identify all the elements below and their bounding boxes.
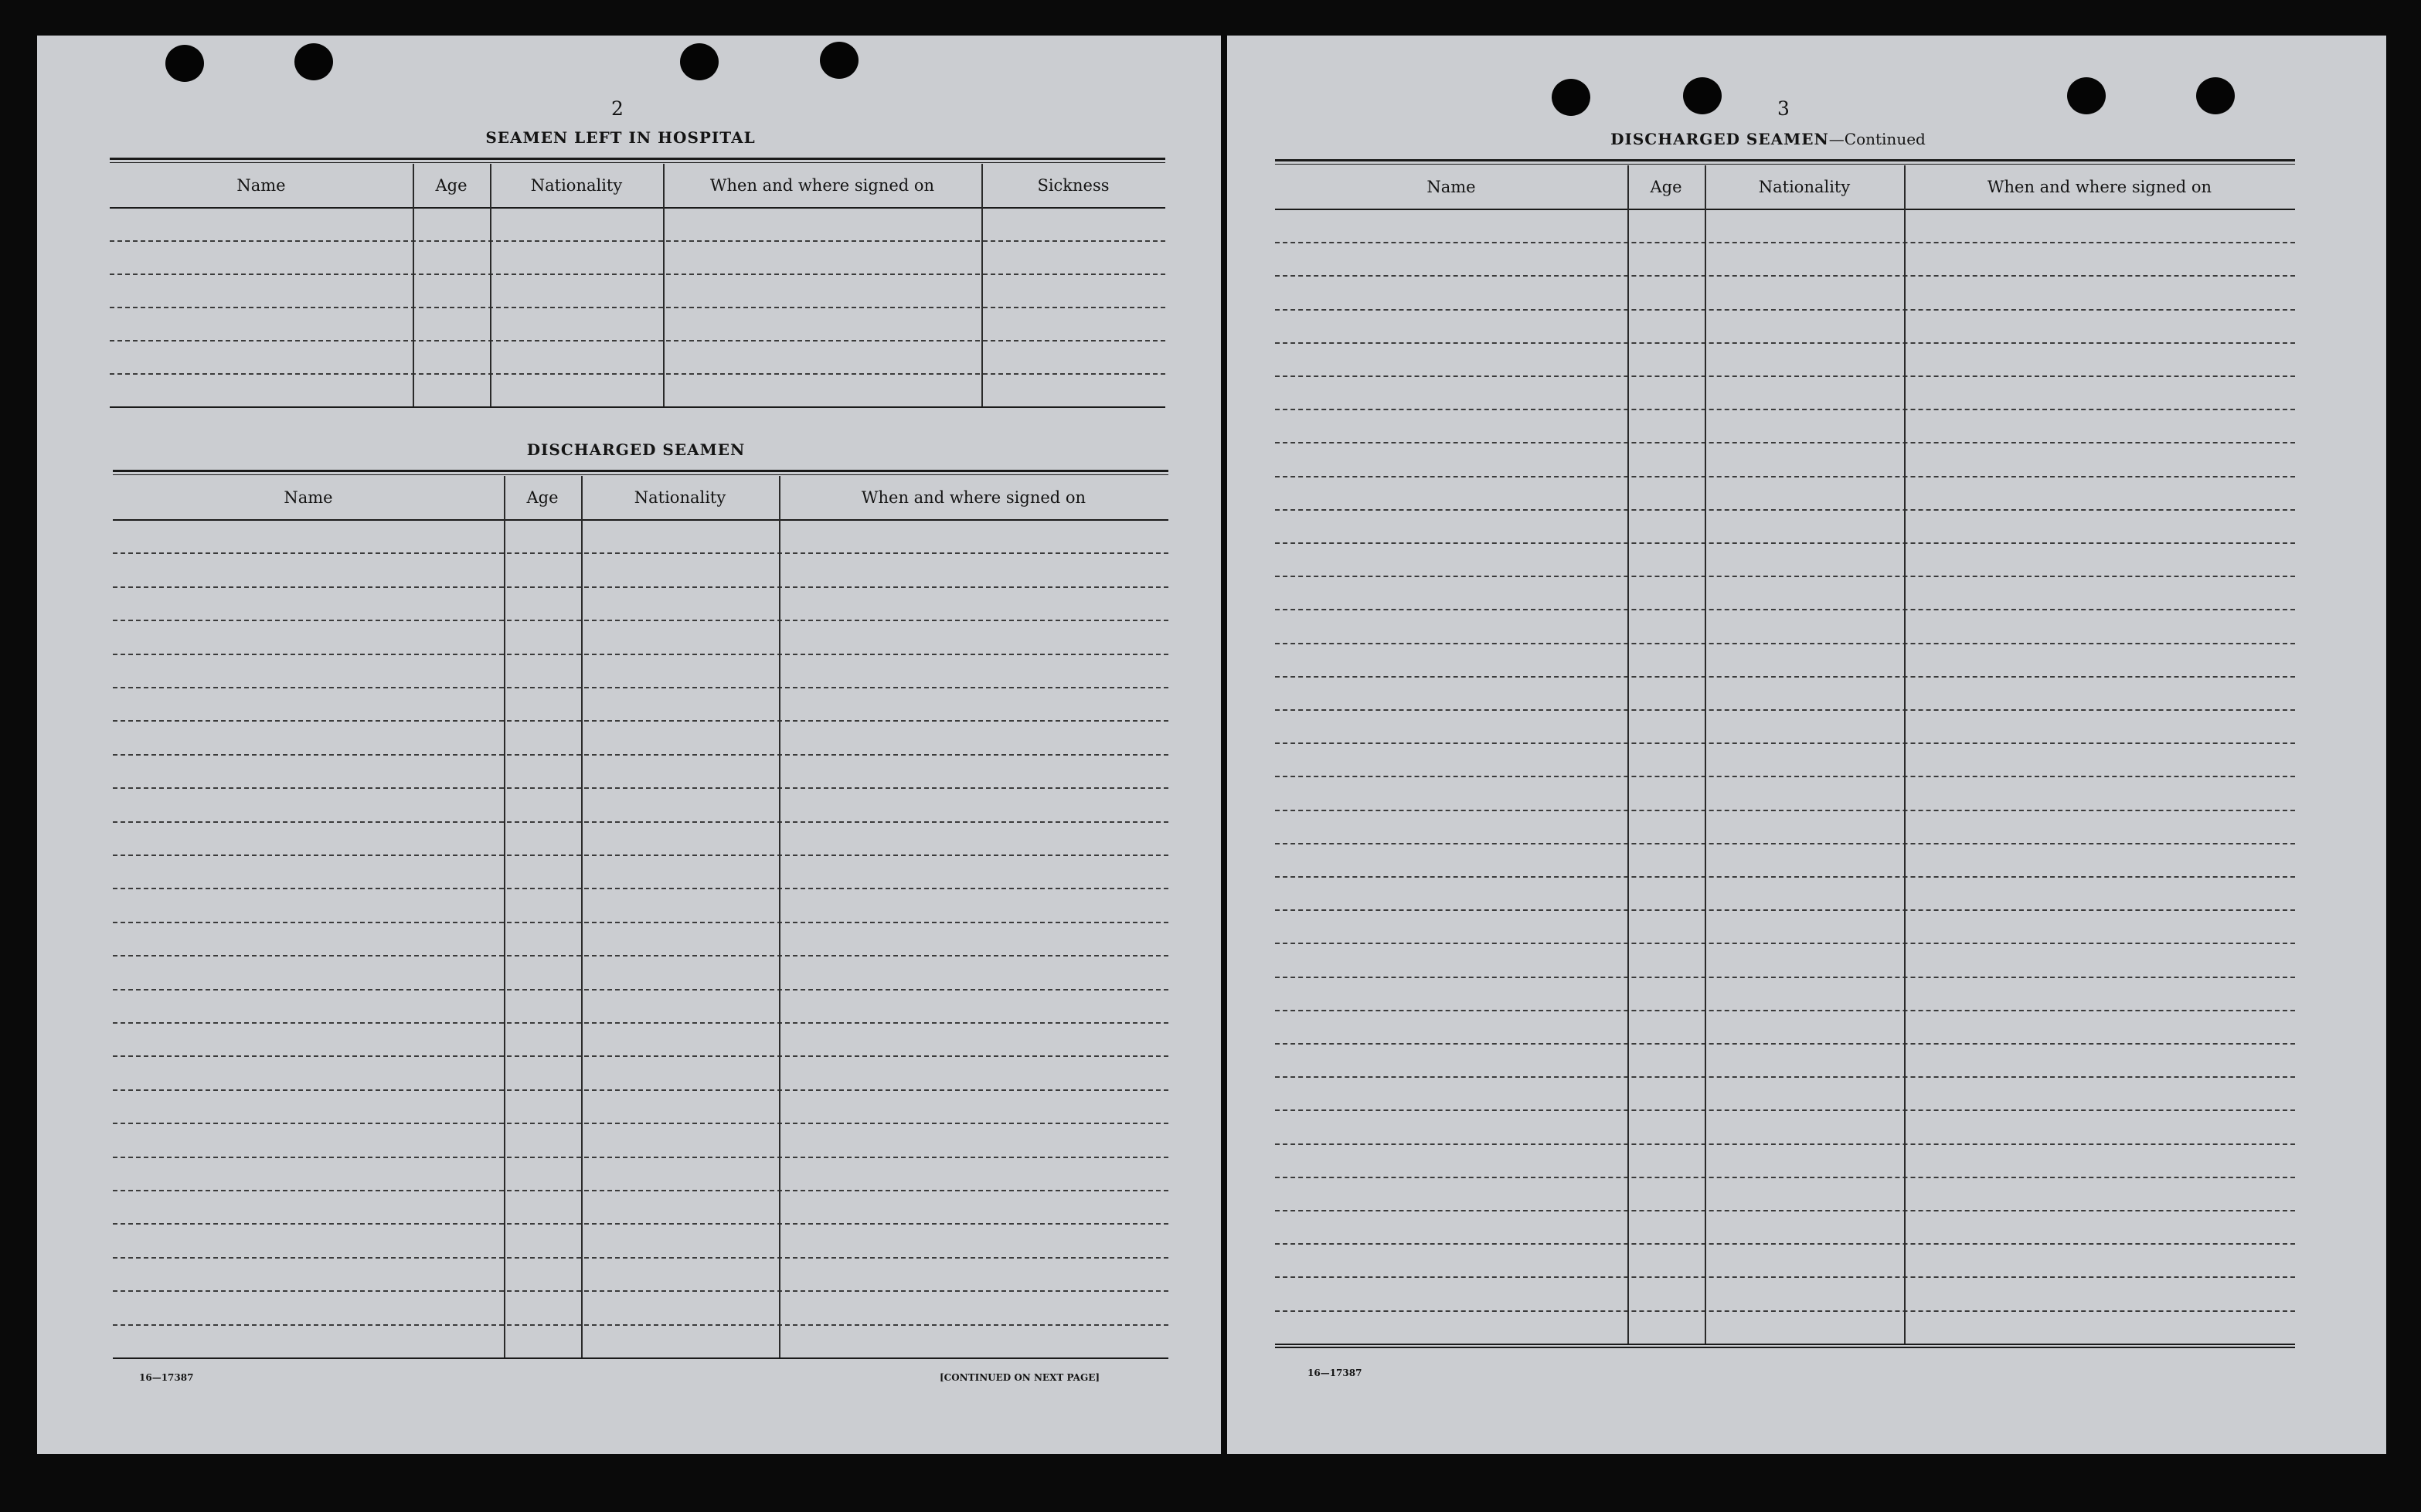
table-row [1275, 1043, 2295, 1045]
table-top-rule [113, 470, 1168, 475]
column-divider [663, 164, 665, 406]
form-number: 16—17387 [1307, 1368, 1362, 1378]
table-row [110, 373, 1165, 375]
table-row [113, 922, 1168, 923]
table-row [1275, 943, 2295, 944]
table-row [113, 855, 1168, 856]
left-page [37, 36, 1221, 1454]
table-row [1275, 242, 2295, 243]
page-number: 2 [611, 97, 624, 120]
header-row [1275, 165, 2295, 210]
column-header: Age [1650, 178, 1682, 196]
table-row [113, 552, 1168, 554]
form-number: 16—17387 [139, 1372, 194, 1383]
column-header: Name [236, 176, 286, 195]
discharged-table [113, 470, 1168, 1405]
table-row [113, 989, 1168, 990]
table-row [1275, 1010, 2295, 1011]
table-row [1275, 1243, 2295, 1245]
table-row [113, 720, 1168, 722]
table-row [1275, 876, 2295, 878]
punch-hole [820, 42, 859, 79]
table-row [1275, 776, 2295, 777]
table-row [1275, 1177, 2295, 1178]
header-row [113, 476, 1168, 521]
table-row [113, 1190, 1168, 1191]
table-row [1275, 977, 2295, 978]
table-row [110, 340, 1165, 341]
column-divider [413, 164, 414, 406]
column-header: Age [435, 176, 468, 195]
column-divider [1904, 165, 1906, 1344]
punch-hole [165, 45, 204, 82]
header-row [110, 164, 1165, 209]
table-row [113, 1022, 1168, 1024]
table-row [113, 1223, 1168, 1225]
table-row [113, 687, 1168, 688]
table-row [113, 1089, 1168, 1091]
table-row [1275, 1210, 2295, 1211]
table-row [1275, 709, 2295, 711]
discharged-continued-table [1275, 159, 2295, 1403]
table-row [113, 955, 1168, 956]
column-header: Nationality [530, 176, 623, 195]
table-row [1275, 676, 2295, 678]
table-row [1275, 643, 2295, 644]
punch-hole [680, 43, 719, 80]
table-bottom-rule [113, 1357, 1168, 1359]
column-header: Nationality [1758, 178, 1851, 196]
table-row [1275, 810, 2295, 811]
table-row [1275, 1076, 2295, 1078]
table-row [113, 888, 1168, 889]
punch-hole [2067, 77, 2106, 114]
discharged-section-title: DISCHARGED SEAMEN [526, 440, 746, 459]
table-row [1275, 909, 2295, 911]
continued-note: [CONTINUED ON NEXT PAGE] [940, 1372, 1100, 1383]
page-number: 3 [1777, 97, 1790, 120]
section-title-suffix: —Continued [1828, 130, 1926, 148]
table-row [1275, 476, 2295, 477]
table-row [1275, 275, 2295, 277]
table-row [1275, 576, 2295, 577]
table-row [1275, 843, 2295, 844]
table-row [1275, 375, 2295, 377]
hospital-table [110, 158, 1165, 457]
column-divider [1705, 165, 1706, 1344]
right-page [1227, 36, 2386, 1454]
table-row [113, 1290, 1168, 1292]
table-row [113, 1257, 1168, 1259]
table-row [113, 654, 1168, 655]
table-row [1275, 1109, 2295, 1111]
column-header: When and where signed on [861, 488, 1086, 507]
punch-hole [1683, 77, 1722, 114]
punch-hole [294, 43, 333, 80]
table-row [113, 787, 1168, 789]
table-row [1275, 542, 2295, 544]
column-divider [981, 164, 983, 406]
table-row [1275, 609, 2295, 610]
section-title-main: DISCHARGED SEAMEN [1610, 130, 1829, 148]
table-row [113, 1157, 1168, 1158]
table-bottom-rule [110, 406, 1165, 408]
column-header: Name [1426, 178, 1476, 196]
column-divider [779, 476, 780, 1357]
column-header: When and where signed on [1987, 178, 2212, 196]
table-row [113, 754, 1168, 756]
hospital-section-title: SEAMEN LEFT IN HOSPITAL [485, 128, 756, 147]
table-top-rule [110, 158, 1165, 163]
table-row [113, 586, 1168, 588]
column-divider [581, 476, 583, 1357]
column-header: Nationality [634, 488, 726, 507]
table-row [1275, 509, 2295, 511]
table-row [110, 274, 1165, 275]
table-row [113, 821, 1168, 823]
table-row [113, 1324, 1168, 1326]
punch-hole [1552, 79, 1590, 116]
column-header: Age [526, 488, 559, 507]
table-row [1275, 342, 2295, 344]
table-row [113, 1055, 1168, 1057]
column-header: When and where signed on [709, 176, 935, 195]
table-row [1275, 309, 2295, 311]
table-row [1275, 409, 2295, 410]
table-bottom-rule [1275, 1344, 2295, 1348]
table-row [1275, 442, 2295, 443]
column-header: Name [284, 488, 333, 507]
table-row [1275, 1276, 2295, 1278]
column-header: Sickness [1037, 176, 1110, 195]
column-divider [490, 164, 491, 406]
table-row [110, 307, 1165, 308]
table-row [113, 1123, 1168, 1124]
table-row [1275, 1310, 2295, 1312]
table-row [1275, 742, 2295, 744]
table-row [110, 240, 1165, 242]
table-row [113, 620, 1168, 621]
table-row [1275, 1143, 2295, 1145]
table-top-rule [1275, 159, 2295, 165]
discharged-continued-title [1610, 130, 1926, 148]
column-divider [1627, 165, 1629, 1344]
column-divider [504, 476, 505, 1357]
punch-hole [2196, 77, 2235, 114]
